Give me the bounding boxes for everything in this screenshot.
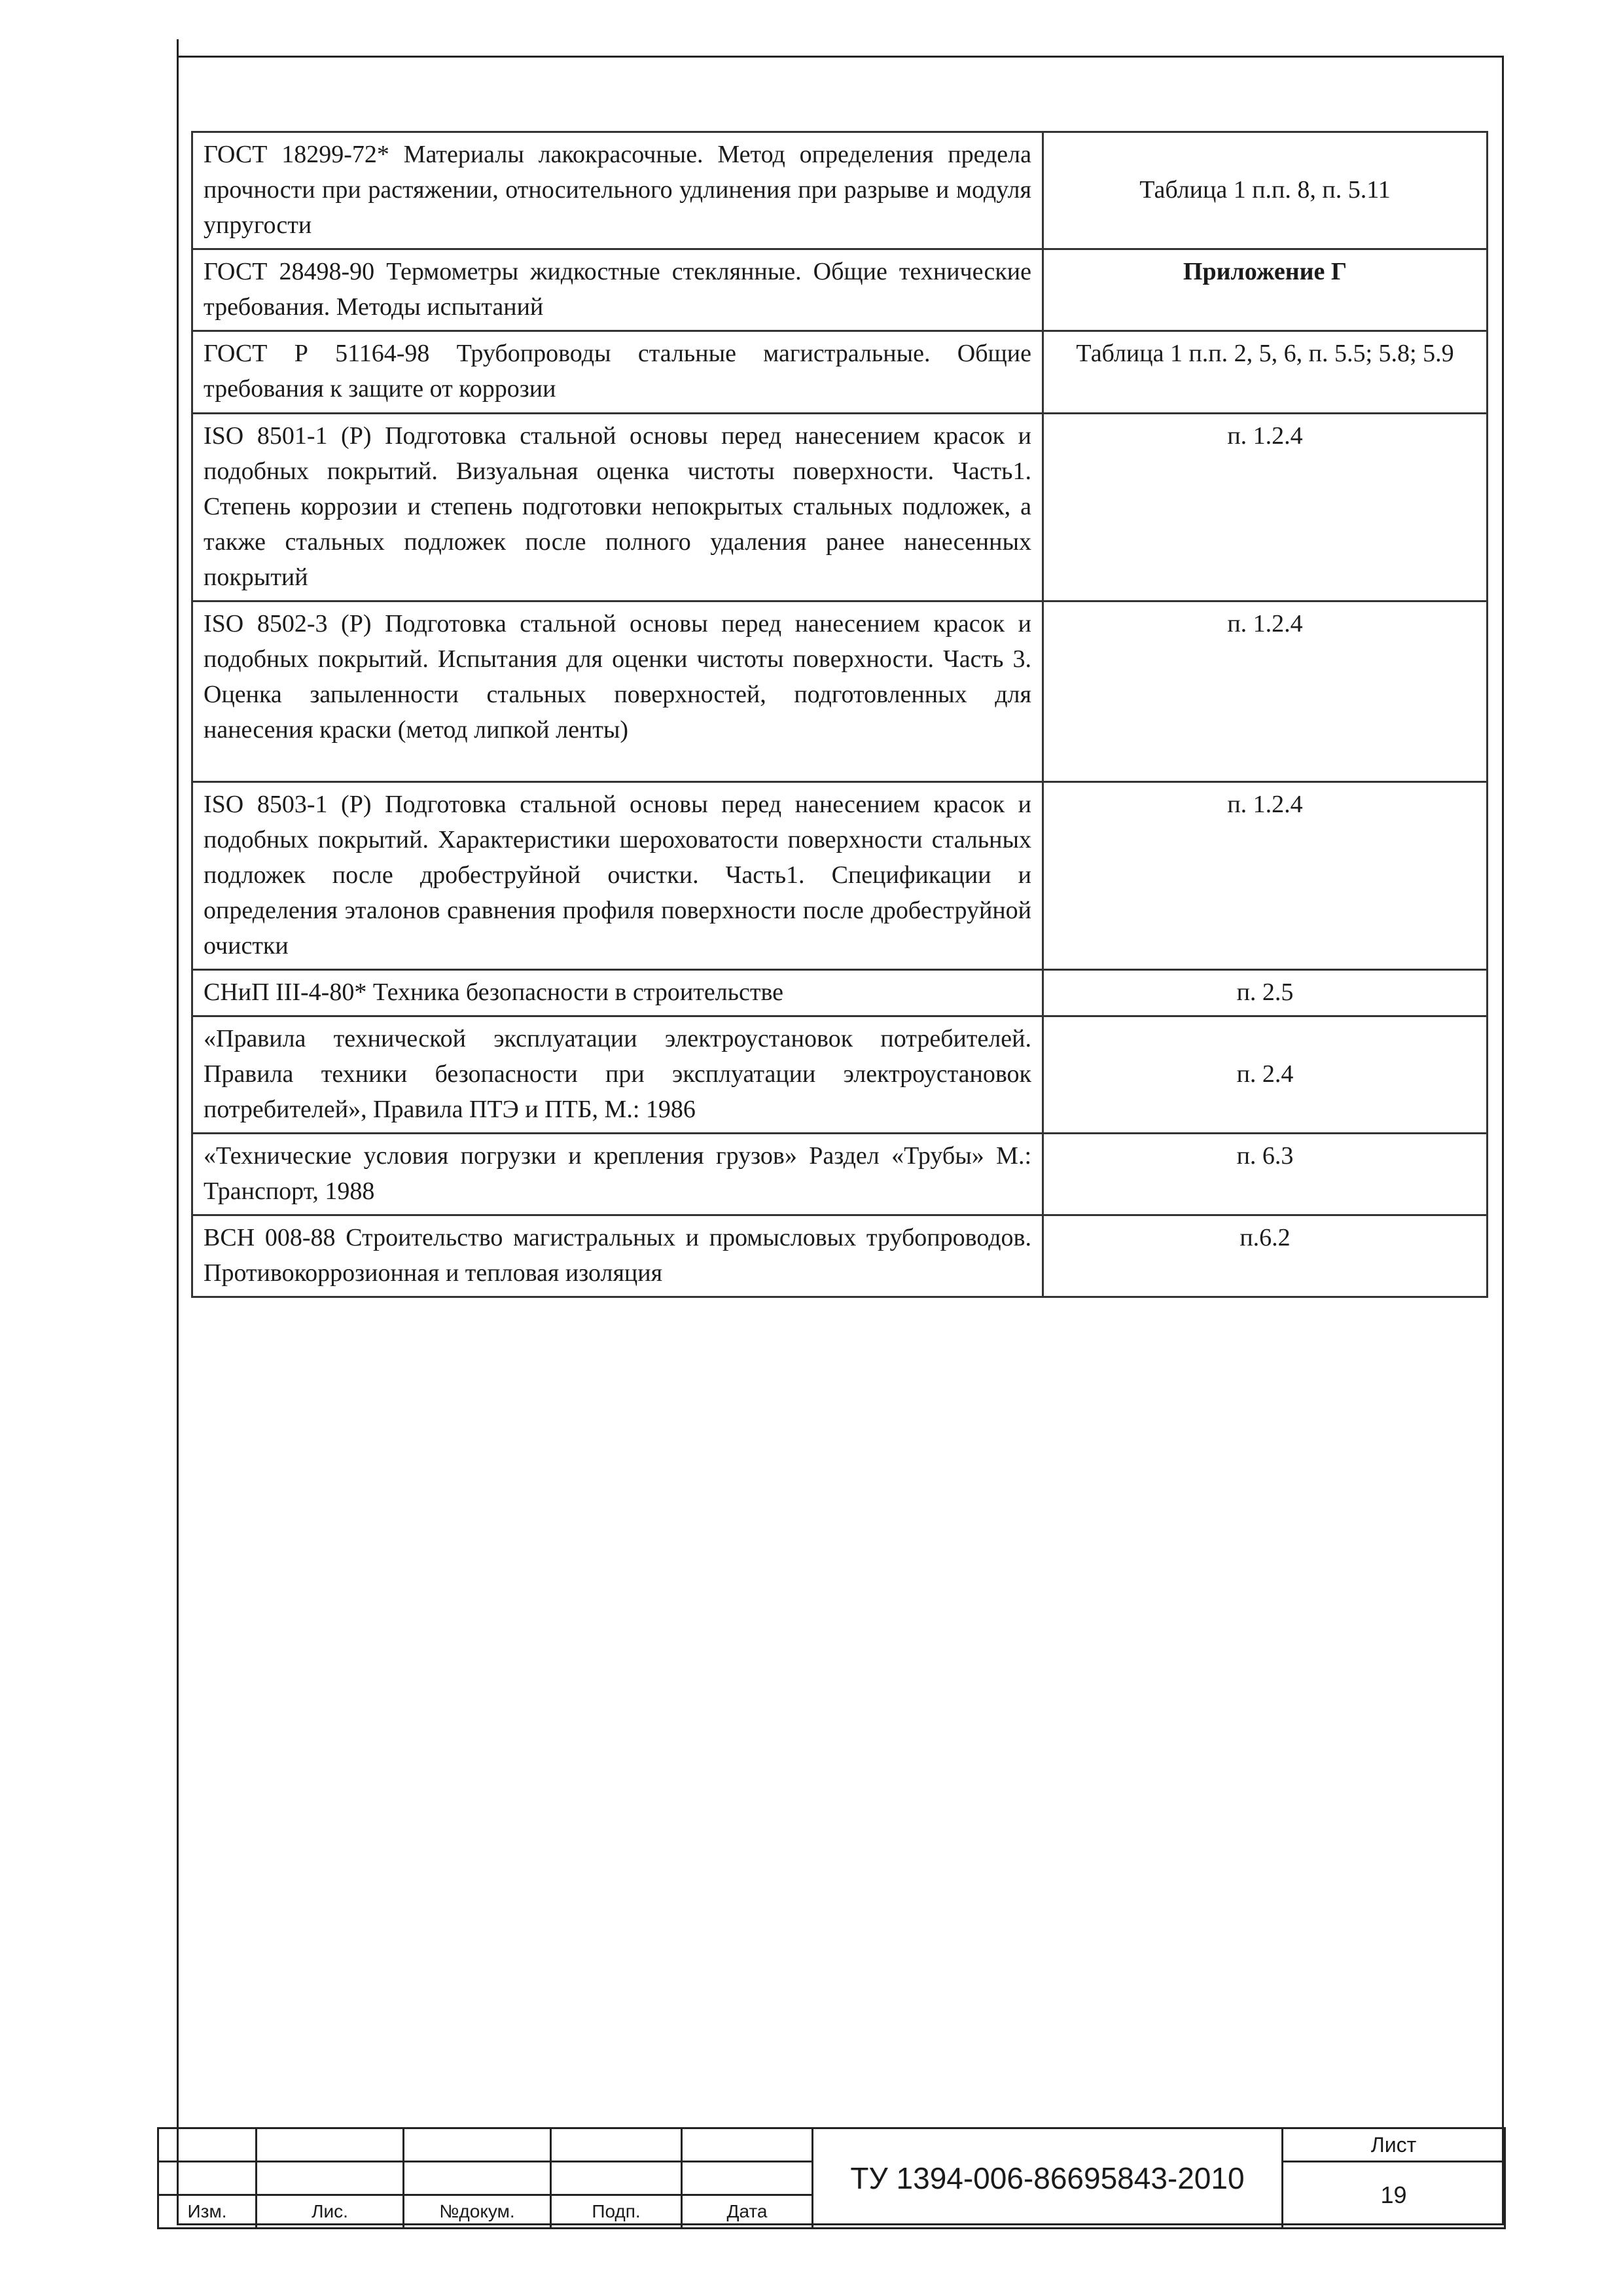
reference-section: п. 6.3 [1043, 1134, 1488, 1215]
table-row [192, 1215, 1488, 1297]
title-block [157, 2127, 1506, 2229]
table-row [192, 782, 1488, 970]
sheet-number: 19 [1283, 2162, 1505, 2229]
table-row [192, 1016, 1488, 1134]
document-title: ГОСТ 28498-90 Термометры жидкостные стеклянные. Общие технические требования. Методы испытаний [192, 249, 1043, 331]
document-title: ГОСТ 18299-72* Материалы лакокрасочные. Метод определения предела прочности при растяжении, относительного удлинения при разрыве и модуля упругости [192, 132, 1043, 249]
document-title: ISO 8502-3 (Р) Подготовка стальной основы перед нанесением красок и подобных покрытий. Испытания для оценки чистоты поверхности. Часть 3. Оценка запыленности стальных поверхностей, подготовленных для нанесения краски (метод липкой ленты) [192, 601, 1043, 782]
reference-section: п. 1.2.4 [1043, 414, 1488, 601]
stamp-cell [257, 2162, 404, 2195]
references-table [191, 131, 1488, 1298]
reference-section: п. 2.4 [1043, 1016, 1488, 1134]
table-row [192, 414, 1488, 601]
stamp-cell [158, 2162, 257, 2195]
sheet-label: Лист [1283, 2128, 1505, 2162]
stamp-cell [682, 2162, 813, 2195]
reference-section: п. 1.2.4 [1043, 601, 1488, 782]
reference-section: Приложение Г [1043, 249, 1488, 331]
document-title: «Правила технической эксплуатации электроустановок потребителей. Правила техники безопасности при эксплуатации электроустановок потребителей», Правила ПТЭ и ПТБ, М.: 1986 [192, 1016, 1043, 1134]
document-code: ТУ 1394-006-86695843-2010 [813, 2128, 1283, 2229]
document-title: «Технические условия погрузки и крепления грузов» Раздел «Трубы» М.: Транспорт, 1988 [192, 1134, 1043, 1215]
col-sign-label: Подп. [551, 2195, 682, 2229]
reference-section: Таблица 1 п.п. 2, 5, 6, п. 5.5; 5.8; 5.9 [1043, 331, 1488, 414]
stamp-cell [404, 2128, 551, 2162]
stamp-cell [682, 2128, 813, 2162]
table-row [192, 601, 1488, 782]
table-row [192, 132, 1488, 249]
reference-section: п. 2.5 [1043, 970, 1488, 1016]
table-row [192, 970, 1488, 1016]
table-row [192, 249, 1488, 331]
stamp-cell [551, 2128, 682, 2162]
document-title: СНиП III-4-80* Техника безопасности в строительстве [192, 970, 1043, 1016]
document-title: ISO 8503-1 (Р) Подготовка стальной основы перед нанесением красок и подобных покрытий. Характеристики шероховатости поверхности стальных подложек после дробеструйной очистки. Часть1. Спецификации и определения эталонов сравнения профиля поверхности после дробеструйной очистки [192, 782, 1043, 970]
document-title: ISO 8501-1 (Р) Подготовка стальной основы перед нанесением красок и подобных покрытий. Визуальная оценка чистоты поверхности. Часть1. Степень коррозии и степень подготовки непокрытых стальных подложек, а также стальных подложек после полного удаления ранее нанесенных покрытий [192, 414, 1043, 601]
col-izm-label: Изм. [158, 2195, 257, 2229]
stamp-cell [257, 2128, 404, 2162]
document-title: ВСН 008-88 Строительство магистральных и промысловых трубопроводов. Противокоррозионная и тепловая изоляция [192, 1215, 1043, 1297]
document-title: ГОСТ Р 51164-98 Трубопроводы стальные магистральные. Общие требования к защите от коррозии [192, 331, 1043, 414]
col-doc-label: №докум. [404, 2195, 551, 2229]
reference-section: п. 1.2.4 [1043, 782, 1488, 970]
table-row [192, 1134, 1488, 1215]
col-date-label: Дата [682, 2195, 813, 2229]
stamp-cell [551, 2162, 682, 2195]
col-list-label: Лис. [257, 2195, 404, 2229]
table-row [192, 331, 1488, 414]
reference-section: п.6.2 [1043, 1215, 1488, 1297]
stamp-cell [158, 2128, 257, 2162]
reference-section: Таблица 1 п.п. 8, п. 5.11 [1043, 132, 1488, 249]
stamp-cell [404, 2162, 551, 2195]
title-block-row [158, 2128, 1505, 2162]
